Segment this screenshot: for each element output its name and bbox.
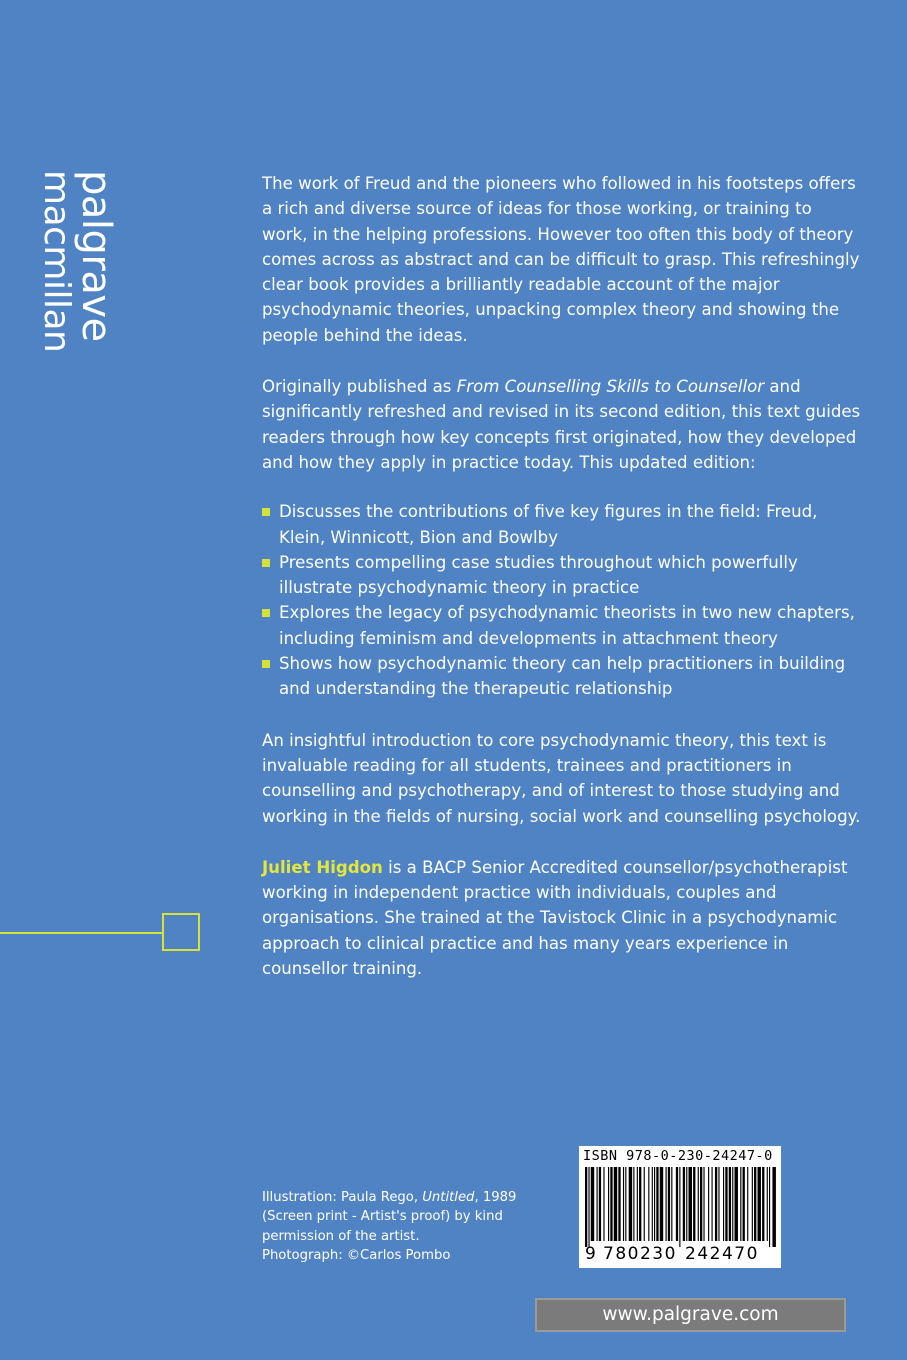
barcode-bar xyxy=(637,1167,638,1241)
author-bio xyxy=(262,855,862,981)
square-bullet-icon xyxy=(262,559,270,567)
isbn-barcode xyxy=(579,1146,781,1268)
barcode-lead-digit: 9 xyxy=(585,1244,596,1264)
barcode-bar xyxy=(725,1167,727,1241)
artwork-title: Untitled xyxy=(422,1190,475,1205)
barcode-bar xyxy=(735,1167,738,1241)
barcode-bar xyxy=(772,1167,775,1247)
publisher-website: www.palgrave.com xyxy=(535,1298,846,1332)
credit-prefix: Illustration: Paula Rego, xyxy=(262,1190,423,1205)
feature-text: Shows how psychodynamic theory can help practitioners in building and understanding the therapeutic relationship xyxy=(279,654,846,699)
barcode-bar xyxy=(752,1167,753,1241)
feature-text: Explores the legacy of psychodynamic theorists in two new chapters, including feminism and developments in attachment theory xyxy=(279,603,855,648)
barcode-bar xyxy=(743,1167,745,1241)
barcode-bar xyxy=(718,1167,719,1241)
barcode-bar xyxy=(715,1167,717,1241)
barcode-bar xyxy=(625,1167,626,1241)
barcode-bar xyxy=(740,1167,741,1241)
barcode-bar xyxy=(599,1167,601,1241)
accent-line xyxy=(0,932,162,934)
original-title: From Counselling Skills to Counsellor xyxy=(456,377,765,397)
feature-item xyxy=(262,651,862,702)
barcode-bar xyxy=(614,1167,617,1241)
barcode-bar xyxy=(712,1167,713,1241)
barcode-bar xyxy=(585,1167,587,1247)
barcode-bar xyxy=(588,1167,589,1247)
blurb-paragraph-2 xyxy=(262,374,862,475)
illustration-credit xyxy=(262,1188,522,1265)
barcode-bar xyxy=(629,1167,632,1241)
intro-text-before: Originally published as xyxy=(262,377,457,397)
barcode-bar xyxy=(689,1167,692,1241)
barcode-bar xyxy=(754,1167,756,1241)
barcode-bar xyxy=(732,1167,733,1241)
barcode-bar xyxy=(700,1167,702,1241)
square-bullet-icon xyxy=(262,609,270,617)
isbn-text: ISBN 978-0-230-24247-0 xyxy=(583,1148,773,1164)
barcode-bar xyxy=(671,1167,672,1241)
barcode-bar xyxy=(686,1167,687,1241)
barcode-bar xyxy=(703,1167,704,1241)
barcode-bar xyxy=(668,1167,670,1241)
logo-macmillan: macmillan xyxy=(36,170,77,353)
barcode-bar xyxy=(729,1167,731,1241)
barcode-bar xyxy=(723,1167,724,1241)
barcode-bar xyxy=(623,1167,624,1241)
back-cover-blurb xyxy=(262,171,862,1007)
feature-item xyxy=(262,499,862,550)
barcode-bar xyxy=(762,1167,764,1241)
barcode-bar xyxy=(698,1167,699,1241)
barcode-bar xyxy=(683,1167,685,1241)
barcode-bar xyxy=(767,1167,768,1241)
barcode-bar xyxy=(693,1167,695,1241)
author-bio-text: is a BACP Senior Accredited counsellor/psychotherapist working in independent practice with individuals, couples and organisations. She trained at the Tavistock Clinic in a psychodynamic approach to clinical practice and has many years experience in counsellor training. xyxy=(262,857,848,979)
blurb-paragraph-1: The work of Freud and the pioneers who followed in his footsteps offers a rich and diverse source of ideas for those working, or training to work, in the helping professions. However too often this body of theory comes across as abstract and can be difficult to grasp. This refreshingly clear book provides a brilliantly readable account of the major psychodynamic theories, unpacking complex theory and showing the people behind the ideas. xyxy=(262,174,860,345)
barcode-bar xyxy=(648,1167,649,1241)
barcode-bar xyxy=(652,1167,653,1241)
square-bullet-icon xyxy=(262,660,270,668)
barcode-bar xyxy=(660,1167,663,1241)
barcode-bar xyxy=(747,1167,748,1241)
barcode-bar xyxy=(666,1167,667,1241)
photo-credit: Photograph: ©Carlos Pombo xyxy=(262,1247,451,1263)
feature-item xyxy=(262,550,862,601)
square-bullet-icon xyxy=(262,508,270,516)
barcode-bar xyxy=(618,1167,620,1241)
author-name: Juliet Higdon xyxy=(262,857,383,877)
barcode-bar xyxy=(603,1167,604,1241)
barcode-bar xyxy=(597,1167,598,1241)
barcode-bar xyxy=(654,1167,655,1241)
barcode-bar xyxy=(679,1167,680,1247)
intro-text-after: and significantly refreshed and revised in its second edition, this text guides readers through how key concepts first originated, how they developed and how they apply in practice today. This updated edition: xyxy=(262,377,861,472)
barcode-bar xyxy=(676,1167,678,1241)
credit-suffix: , 1989 (Screen print - Artist's proof) by kind permission of the artist. xyxy=(262,1190,517,1244)
barcode-bar xyxy=(656,1167,658,1241)
barcode-bar xyxy=(610,1167,612,1241)
feature-item xyxy=(262,600,862,651)
publisher-logo xyxy=(36,170,119,360)
blurb-paragraph-3: An insightful introduction to core psychodynamic theory, this text is invaluable reading for all students, trainees and practitioners in counselling and psychotherapy, and of interest to those studying and working in the fields of nursing, social work and counselling psychology. xyxy=(262,730,861,826)
barcode-bar xyxy=(758,1167,761,1241)
barcode-bars xyxy=(583,1167,777,1247)
feature-text: Presents compelling case studies throughout which powerfully illustrate psychodynamic theory in practice xyxy=(279,552,798,598)
barcode-bar xyxy=(769,1167,770,1247)
logo-palgrave: palgrave xyxy=(73,170,119,342)
barcode-bar xyxy=(633,1167,634,1241)
barcode-bar xyxy=(644,1167,645,1241)
accent-square xyxy=(162,913,200,951)
barcode-group-1: 780230 xyxy=(603,1244,677,1264)
barcode-bar xyxy=(639,1167,641,1241)
barcode-bar xyxy=(608,1167,609,1241)
feature-text: Discusses the contributions of five key figures in the field: Freud, Klein, Winnicott, Bion and Bowlby xyxy=(279,502,818,547)
barcode-bar xyxy=(591,1167,594,1241)
feature-list xyxy=(262,499,862,701)
barcode-bar xyxy=(708,1167,709,1241)
barcode-group-2: 242470 xyxy=(685,1244,759,1264)
